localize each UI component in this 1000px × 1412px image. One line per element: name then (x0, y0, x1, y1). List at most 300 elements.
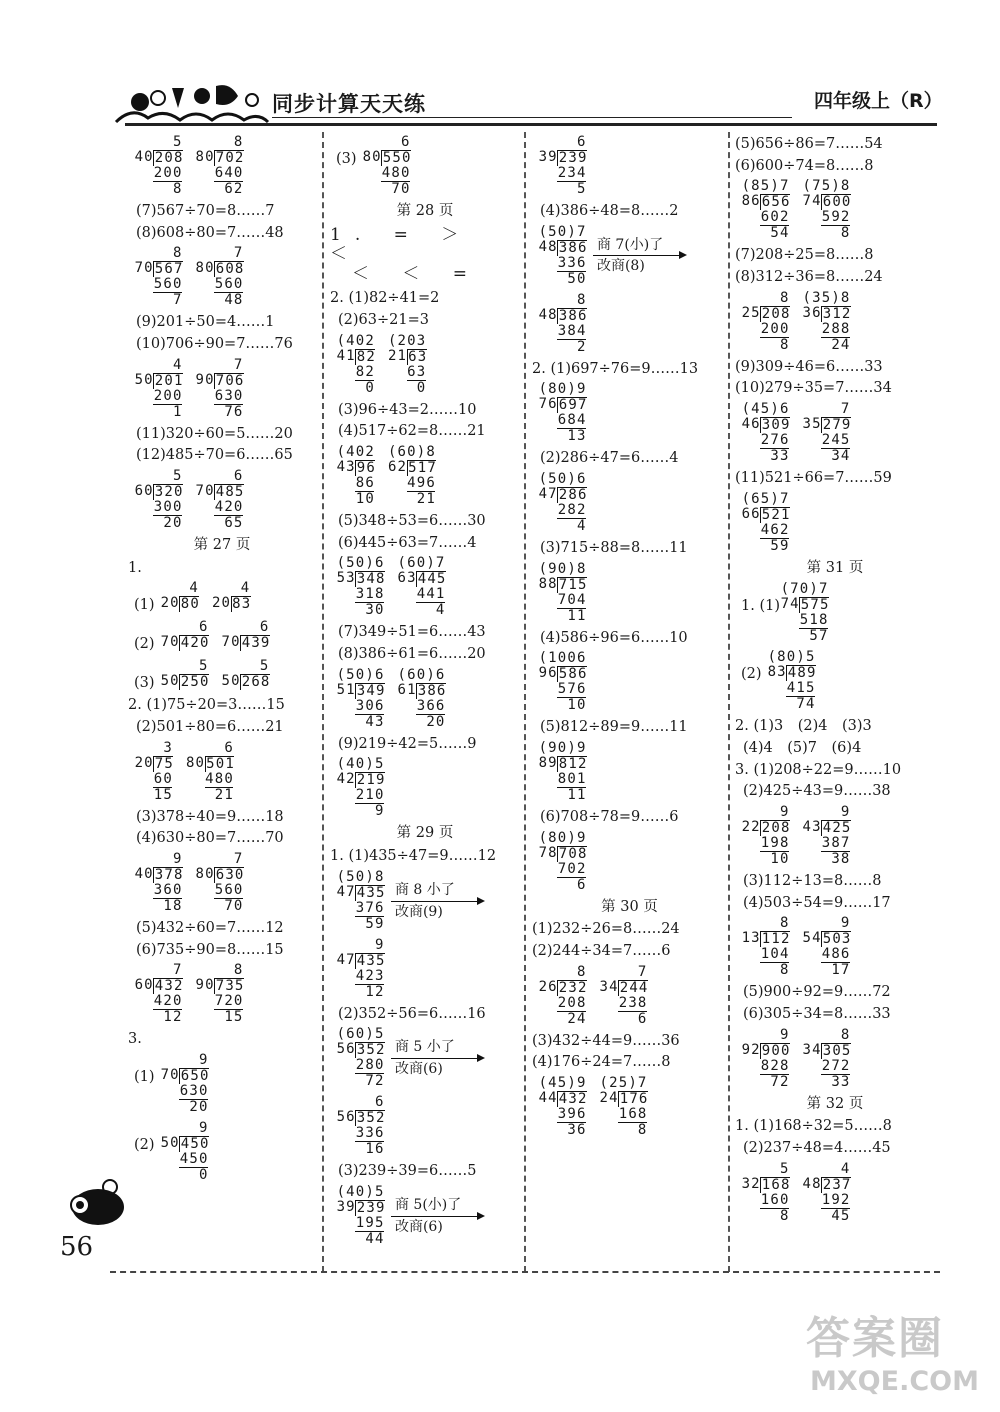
spacer (144, 358, 154, 373)
dividend-digit: 6 (408, 348, 417, 365)
spacer (770, 1028, 780, 1043)
spacer (751, 916, 761, 931)
spacer (741, 836, 751, 852)
estimate-digit: 0 (799, 581, 809, 598)
spacer (144, 772, 154, 788)
spacer (812, 1075, 822, 1090)
division-row (741, 523, 790, 539)
dividend-digit: 3 (558, 307, 568, 324)
spacer (195, 963, 205, 978)
spacer (355, 1095, 365, 1110)
spacer (548, 593, 558, 609)
step-digit: 7 (796, 696, 805, 713)
division-row (134, 852, 183, 867)
quotient: 6 (400, 134, 410, 150)
spacer (831, 1162, 841, 1177)
spacer (812, 1209, 822, 1224)
divisor-digit: 7 (160, 634, 170, 651)
spacer (538, 772, 548, 788)
division-row (160, 1121, 209, 1136)
spacer (336, 1095, 346, 1110)
divisor-digit: 9 (195, 977, 204, 994)
spacer (144, 182, 154, 197)
step-digit: 3 (628, 994, 637, 1011)
spacer (538, 698, 548, 713)
step-digit: 3 (567, 254, 576, 271)
spacer (751, 852, 761, 867)
spacer (802, 1075, 812, 1090)
quotient: 8 (779, 289, 789, 306)
quotient-adjustment (391, 1197, 483, 1247)
step-digit: 0 (163, 165, 172, 181)
division-row (336, 757, 385, 772)
division-row (160, 1136, 209, 1152)
quotient: 5 (172, 134, 182, 150)
spacer (760, 916, 770, 931)
spacer (760, 1028, 770, 1043)
estimate-digit: 4 (548, 1075, 557, 1092)
division-row (336, 870, 385, 885)
divisor-digit: 2 (741, 304, 751, 321)
spacer (609, 996, 619, 1012)
division-row (538, 166, 587, 182)
spacer (538, 788, 548, 803)
spacer (381, 135, 391, 150)
division-item (134, 1121, 209, 1183)
spacer (205, 1010, 215, 1025)
spacer (538, 166, 548, 182)
step-digit: 7 (770, 1073, 779, 1090)
dividend-digit: 4 (417, 571, 427, 588)
spacer (628, 1012, 638, 1027)
dividend-digit: 2 (761, 820, 771, 837)
mascot-icon (60, 1175, 130, 1230)
estimate-digit: ( (336, 756, 346, 773)
spacer (163, 469, 173, 484)
spacer (144, 389, 154, 405)
division-row (134, 756, 173, 772)
step-digit: 2 (374, 983, 384, 1000)
spacer (387, 492, 397, 507)
answer-line: (5)656÷86=7……54 (735, 136, 883, 152)
long-division (538, 651, 587, 713)
spacer (160, 659, 170, 674)
division-row (538, 293, 587, 308)
long-division (802, 291, 851, 353)
division-row (195, 405, 244, 420)
dividend-digit: 7 (215, 150, 225, 166)
spacer (195, 246, 205, 261)
spacer (741, 523, 751, 539)
spacer (195, 358, 205, 373)
estimate-digit: 2 (609, 1075, 618, 1092)
spacer (567, 182, 577, 197)
estimate-digit: 6 (407, 666, 416, 683)
step-digit: 1 (355, 1215, 365, 1232)
spacer (548, 135, 558, 150)
step-digit: 0 (172, 882, 182, 899)
step-digit: 3 (831, 1073, 840, 1090)
division-row (336, 985, 385, 1000)
spacer (224, 246, 234, 261)
division-row (134, 484, 183, 500)
answer-line: (10)279÷35=7……34 (735, 380, 892, 397)
step-digit: 9 (416, 475, 426, 491)
dividend-digit: 2 (780, 931, 790, 948)
spacer (336, 804, 346, 819)
spacer (134, 1010, 144, 1025)
answer-column-4 (735, 132, 935, 1272)
division-row (195, 500, 244, 516)
answer-line: (8)608÷80=7……48 (136, 224, 284, 241)
spacer (336, 969, 346, 985)
spacer (346, 1074, 356, 1089)
dividend-digit: 4 (558, 1091, 568, 1108)
step-digit: 2 (233, 181, 243, 197)
dividend-digit: 3 (417, 348, 427, 365)
spacer (214, 135, 224, 150)
division-row (195, 883, 244, 899)
estimate-digit: 5 (760, 178, 770, 195)
item-label: (3) (336, 151, 357, 167)
answer-line: (6)708÷78=9……6 (540, 809, 679, 826)
page-section-title: 第 31 页 (806, 559, 864, 576)
estimate-digit: 0 (786, 649, 796, 666)
dividend-digit: 9 (761, 1042, 771, 1059)
division-row (195, 150, 244, 166)
spacer (751, 291, 761, 306)
quotient: 4 (172, 356, 182, 373)
spacer (751, 433, 761, 449)
answer-line: (2)237÷48=4……45 (743, 1140, 891, 1157)
spacer (831, 916, 841, 931)
spacer (224, 135, 234, 150)
division-item (802, 291, 851, 353)
estimate-digit: ( (599, 1075, 608, 1092)
dividend-digit: 1 (780, 506, 790, 523)
step-digit: 4 (381, 165, 391, 181)
division-row (538, 1123, 587, 1138)
dividend-digit: 0 (164, 150, 173, 166)
dividend-digit: 1 (366, 772, 375, 789)
spacer (548, 429, 558, 444)
answer-column-3 (532, 132, 727, 1272)
dividend-digit: 6 (164, 261, 173, 278)
division-row (195, 389, 244, 405)
division-item (134, 852, 183, 914)
divisor-digit: 2 (751, 1175, 760, 1192)
division-row (741, 492, 790, 507)
dividend-digit: 5 (436, 571, 446, 588)
division-row (802, 449, 851, 464)
divisor-digit: 4 (812, 193, 821, 210)
division-group (538, 293, 727, 355)
answer-line: (4)176÷24=7……8 (532, 1054, 671, 1071)
dividend-digit: 1 (225, 755, 234, 772)
step-digit: 3 (840, 1073, 850, 1090)
division-row (195, 1010, 244, 1025)
answer-line: (4)503÷54=9……17 (743, 894, 891, 911)
division-row (538, 682, 587, 698)
spacer (609, 1107, 619, 1123)
quotient: 9 (198, 1052, 208, 1069)
spacer (160, 1121, 170, 1136)
spacer (134, 852, 144, 867)
divisor-digit: 6 (134, 977, 144, 994)
long-division (599, 965, 648, 1027)
spacer (548, 1107, 558, 1123)
divisor-digit: 8 (812, 1175, 821, 1192)
division-row (538, 831, 587, 846)
adjust-note: 商 7(小)了 (596, 236, 664, 253)
step-digit: 3 (557, 1106, 567, 1123)
division-row (741, 1209, 790, 1224)
dividend-digit: 7 (164, 867, 173, 884)
division-row (802, 417, 851, 433)
spacer (195, 994, 205, 1010)
division-row (336, 1074, 385, 1089)
adjust-fix: 改商(6) (394, 1218, 443, 1235)
spacer (397, 603, 407, 618)
step-digit: 5 (214, 276, 224, 293)
divisor-digit: 7 (780, 596, 789, 613)
spacer (760, 852, 770, 867)
dividend-digit: 7 (810, 597, 819, 614)
divisor-digit: 0 (205, 371, 214, 388)
quotient: 5 (779, 1160, 789, 1177)
division-row (767, 681, 816, 697)
quotient: 9 (840, 915, 850, 932)
division-group (538, 472, 727, 534)
division-row (538, 340, 587, 355)
step-digit: 0 (163, 499, 172, 516)
divisor-digit: 7 (538, 396, 548, 413)
step-digit: 2 (224, 499, 233, 516)
spacer (231, 659, 241, 674)
spacer (365, 1095, 375, 1110)
watermark-url: MXQE.COM (810, 1366, 979, 1397)
estimate-digit: ) (809, 581, 818, 598)
step-digit: 2 (821, 320, 831, 337)
division-item (538, 651, 587, 713)
division-group (741, 650, 935, 712)
division-row (362, 135, 411, 150)
step-digit: 4 (374, 1231, 384, 1248)
long-division (195, 469, 244, 531)
spacer (365, 938, 375, 953)
step-digit: 6 (224, 276, 233, 293)
spacer (538, 862, 548, 878)
dividend-digit: 1 (771, 931, 780, 948)
dividend-digit: 0 (173, 484, 183, 501)
dividend-digit: 0 (190, 596, 199, 613)
step-digit: 0 (233, 993, 243, 1010)
estimate-digit: 4 (346, 1184, 355, 1201)
spacer (189, 1121, 199, 1136)
dividend-digit: 3 (761, 417, 771, 434)
division-row (134, 963, 183, 978)
spacer (144, 883, 154, 899)
step-digit: 0 (365, 379, 374, 396)
division-row (538, 1076, 587, 1091)
spacer (780, 629, 790, 644)
spacer (538, 519, 548, 534)
division-item (538, 382, 587, 444)
spacer (548, 965, 558, 980)
dividend-digit: 6 (577, 307, 587, 324)
spacer (628, 965, 638, 980)
spacer (346, 917, 356, 932)
divisor-digit: 8 (548, 238, 557, 255)
divisor-digit: 4 (538, 306, 548, 323)
spacer (336, 1216, 346, 1232)
answer-line: 3. (128, 1031, 142, 1048)
spacer (336, 938, 346, 953)
dividend-digit: 3 (356, 571, 366, 588)
step-digit: 0 (172, 993, 182, 1010)
step-digit: 8 (567, 502, 576, 519)
adjust-fix: 改商(8) (596, 258, 645, 275)
dividend-digit: 0 (771, 1042, 780, 1059)
spacer (355, 1142, 365, 1157)
step-digit: 3 (365, 602, 374, 619)
dividend-digit: 5 (577, 576, 587, 593)
division-row (185, 788, 234, 803)
spacer (144, 994, 154, 1010)
division-row (336, 953, 385, 969)
estimate-digit: ) (567, 740, 576, 757)
answer-line: (7)208÷25=8……8 (735, 247, 874, 264)
spacer (170, 1053, 180, 1068)
dividend-digit: 5 (366, 1110, 375, 1127)
estimate-digit: ( (397, 555, 406, 572)
division-item (195, 358, 244, 420)
divisor-digit: 8 (548, 844, 557, 861)
spacer (397, 476, 407, 492)
spacer (195, 389, 205, 405)
divisor-digit: 5 (160, 1135, 170, 1152)
spacer (195, 500, 205, 516)
spacer (416, 603, 426, 618)
answer-line: (5)348÷53=6……30 (338, 513, 486, 529)
step-digit: 5 (214, 882, 224, 899)
page-section-title: 第 27 页 (193, 537, 251, 554)
spacer (189, 620, 199, 635)
long-division (538, 135, 587, 197)
step-digit: 0 (198, 1151, 208, 1168)
spacer (134, 358, 144, 373)
division-row (741, 1028, 790, 1043)
long-division (538, 472, 587, 534)
spacer (821, 1209, 831, 1224)
division-item (387, 334, 426, 396)
division-group (336, 757, 520, 819)
spacer (195, 135, 205, 150)
step-digit: 6 (163, 276, 172, 293)
estimate-digit: ( (538, 1075, 548, 1092)
step-digit: 1 (618, 1106, 628, 1123)
spacer (160, 1152, 170, 1168)
step-digit: 2 (374, 1073, 384, 1090)
quotient: 7 (779, 490, 789, 507)
estimate-digit: ( (336, 444, 346, 460)
spacer (557, 429, 567, 444)
spacer (770, 805, 780, 820)
division-row (185, 741, 234, 756)
header-rule-thin (272, 117, 792, 118)
division-row (538, 150, 587, 166)
spacer (195, 405, 205, 420)
step-digit: 2 (163, 515, 172, 532)
step-digit: 0 (233, 387, 243, 404)
spacer (205, 405, 215, 420)
spacer (538, 593, 548, 609)
spacer (195, 852, 205, 867)
division-row (741, 417, 790, 433)
step-digit: 3 (779, 448, 789, 465)
spacer (346, 715, 356, 730)
long-division (538, 965, 587, 1027)
divisor-digit: 4 (336, 771, 346, 788)
spacer (618, 965, 628, 980)
dividend-digit: 8 (234, 261, 244, 278)
spacer (362, 182, 372, 197)
spacer (831, 402, 841, 417)
step-digit: 5 (840, 1207, 850, 1224)
spacer (346, 492, 356, 507)
spacer (144, 293, 154, 308)
estimate-digit: 0 (557, 740, 567, 757)
division-row (336, 1216, 385, 1232)
step-digit: 4 (831, 1207, 840, 1224)
dividend-digit: 7 (173, 261, 183, 278)
division-item (802, 1028, 851, 1090)
dividend-digit: 3 (356, 1110, 366, 1127)
spacer (557, 340, 567, 355)
division-row (741, 402, 790, 417)
division-item (134, 620, 209, 653)
estimate-digit: 5 (821, 178, 831, 195)
divisor-digit: 4 (812, 1041, 821, 1058)
dividend-digit: 2 (761, 305, 771, 322)
step-digit: 4 (576, 165, 586, 181)
dividend-digit: 7 (841, 1176, 851, 1193)
step-digit: 0 (233, 165, 243, 181)
spacer (548, 519, 558, 534)
spacer (346, 1126, 356, 1142)
step-digit: 6 (435, 697, 445, 714)
division-row (160, 1084, 209, 1100)
division-group (336, 135, 520, 197)
step-digit: 1 (809, 612, 818, 629)
division-row (336, 476, 375, 492)
quotient: 7 (637, 1075, 647, 1092)
dividend-digit: 6 (558, 397, 568, 414)
estimate-digit: 0 (355, 1184, 365, 1201)
spacer (751, 226, 761, 241)
division-group (741, 492, 935, 554)
division-group (336, 668, 520, 730)
division-row (741, 1162, 790, 1177)
step-digit: 3 (567, 1122, 576, 1139)
answer-line: (1)232÷26=8……24 (532, 921, 680, 938)
division-row (336, 1058, 385, 1074)
dividend-digit: 3 (241, 596, 251, 613)
division-row (802, 916, 851, 931)
estimate-digit: ( (780, 581, 789, 598)
dividend-digit: 8 (173, 867, 183, 884)
spacer (821, 852, 831, 867)
